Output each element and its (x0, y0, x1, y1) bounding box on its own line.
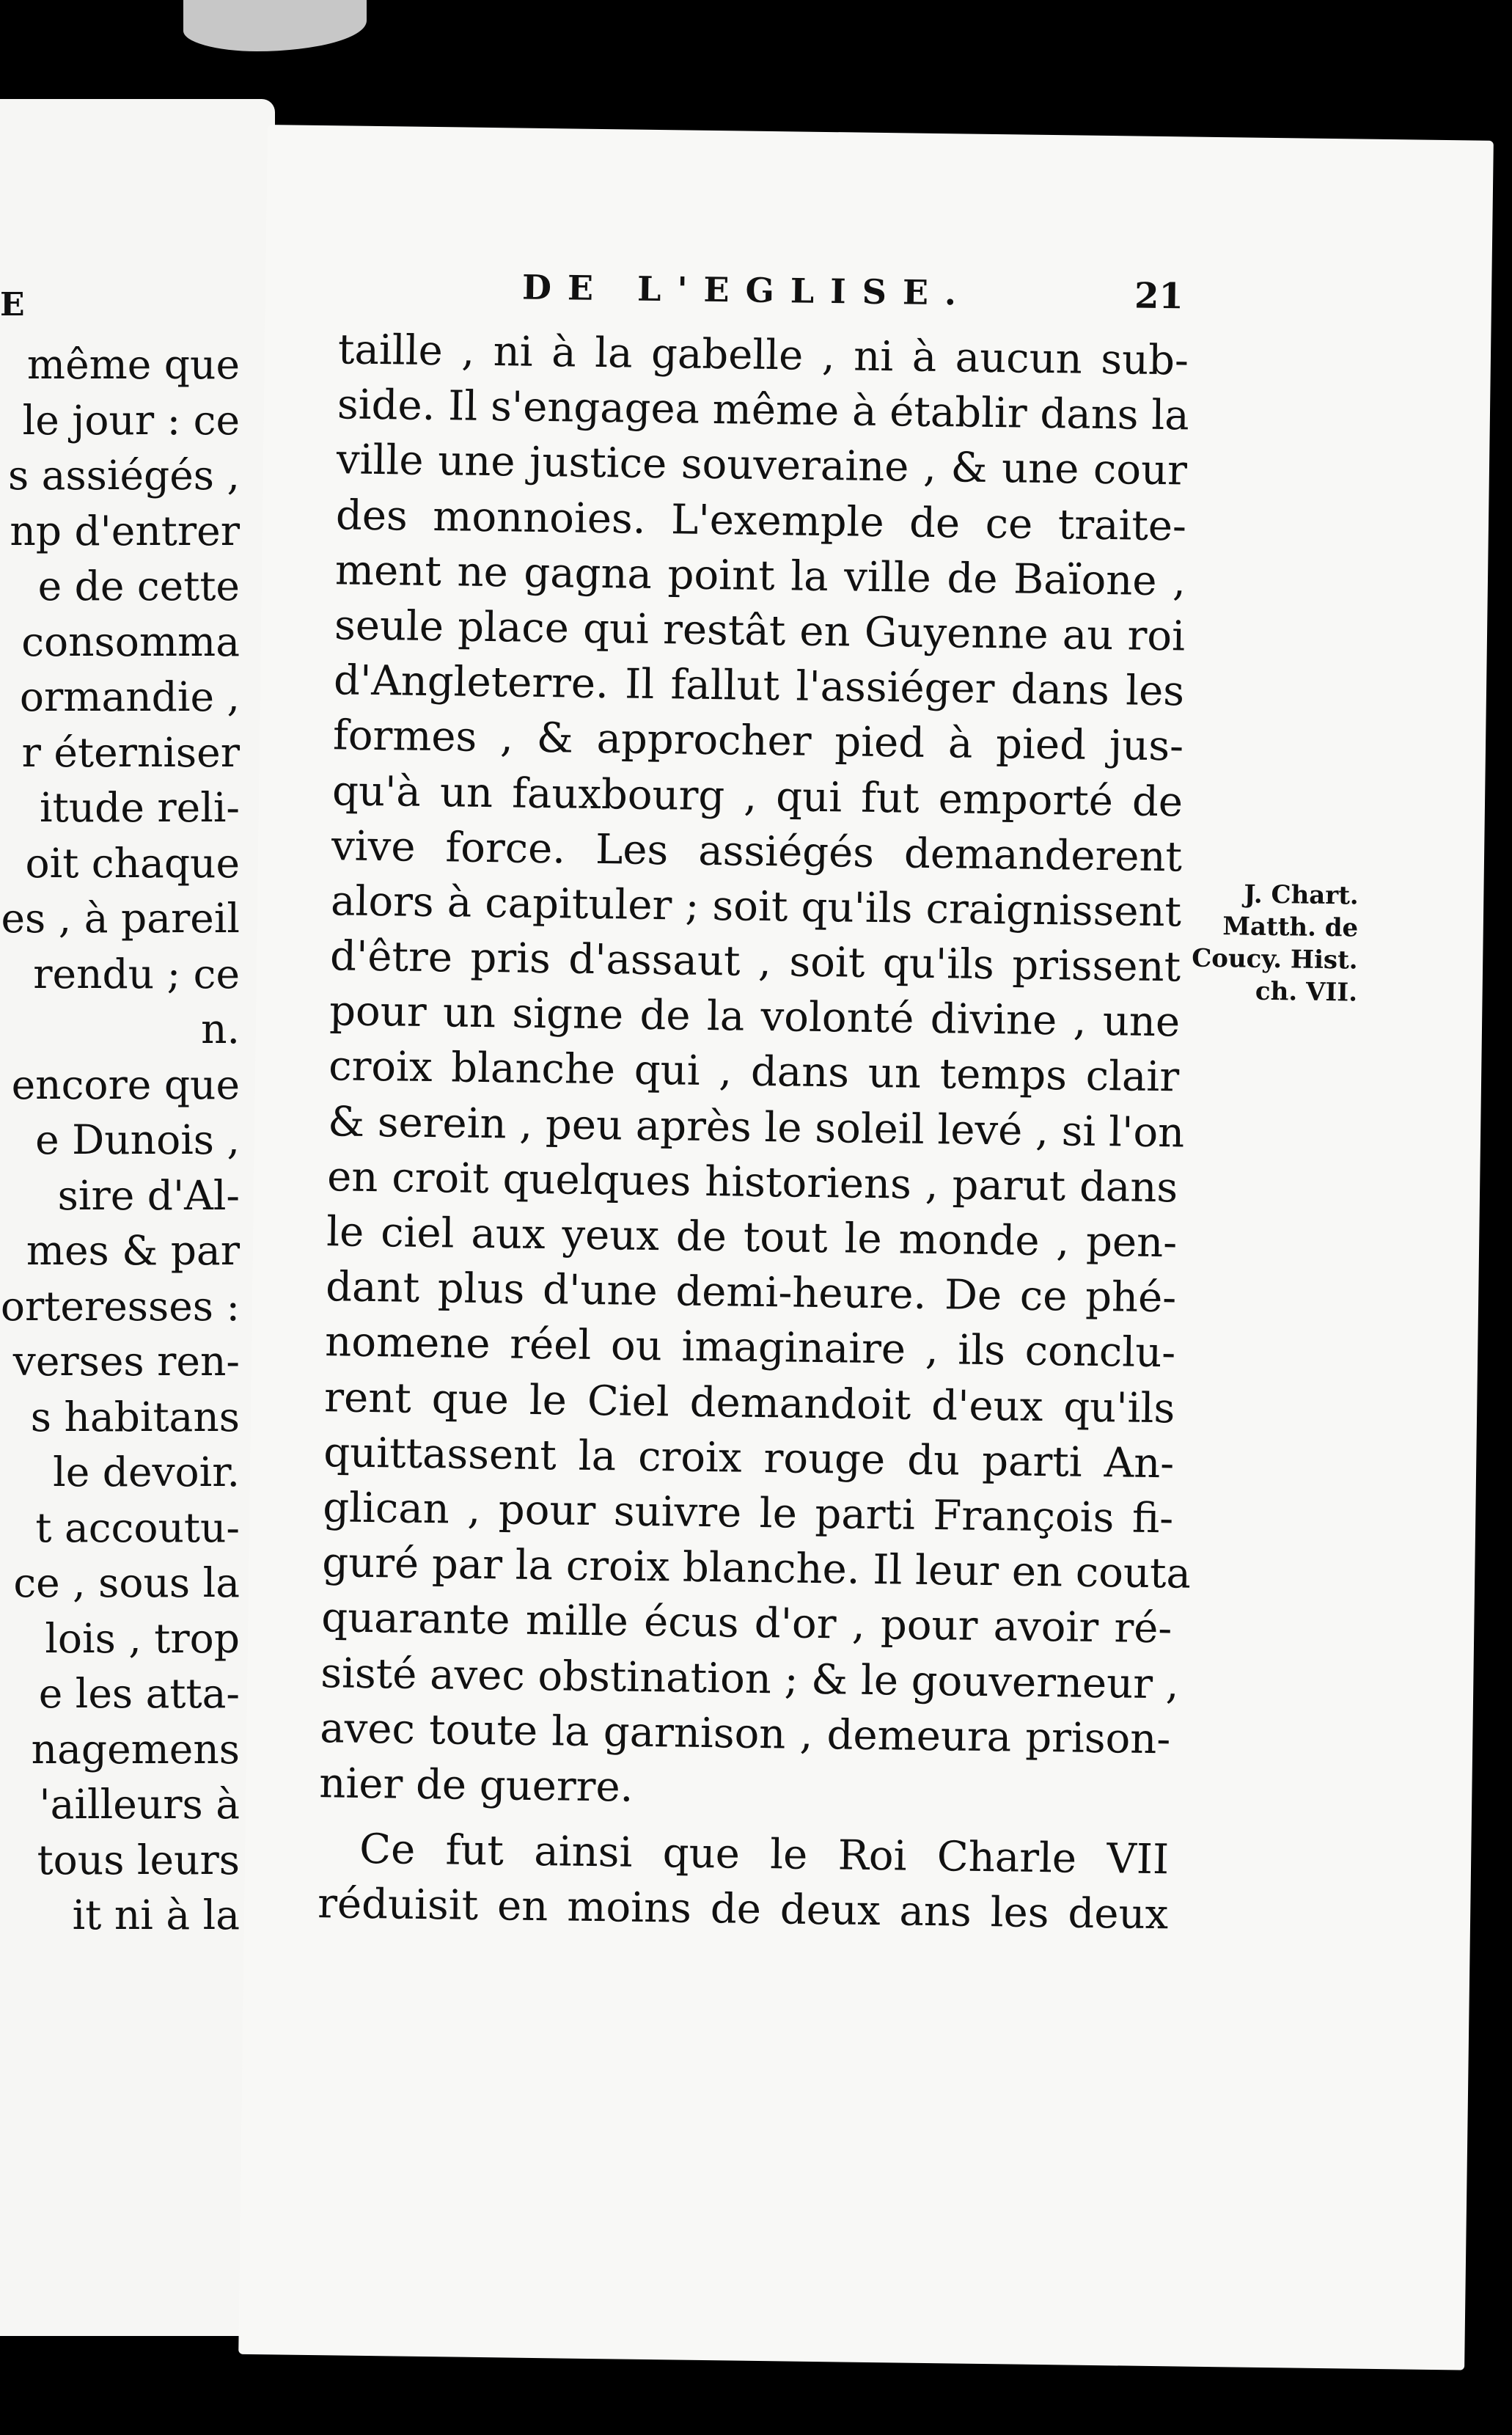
left-text-line: t accoutu- (35, 1504, 240, 1551)
left-page (0, 99, 275, 2336)
body-text-line: guré par la croix blanche. Il leur en couta (321, 1539, 1192, 1598)
body-text-line: seule place qui restât en Guyenne au roi (334, 601, 1186, 661)
body-text-line: d'Angleterre. Il fallut l'assiéger dans les (333, 656, 1185, 716)
running-head: DE L'EGLISE. (521, 267, 973, 313)
body-text (317, 322, 1192, 1942)
body-text-line: Ce fut ainsi que le Roi Charle VII (359, 1825, 1170, 1884)
left-text-line: tous leurs (37, 1836, 240, 1883)
marginal-note-line: J. Chart. (1244, 879, 1359, 911)
left-text-line: le jour : ce (22, 396, 240, 444)
paragraph-1 (318, 322, 1192, 1822)
marginal-note-line: Coucy. Hist. (1191, 943, 1358, 975)
marginal-note (1191, 878, 1359, 1009)
marginal-note-line: Matth. de (1222, 912, 1359, 943)
left-text-line: e de cette (37, 563, 240, 609)
body-text-line: en croit quelques historiens , parut dans (326, 1153, 1178, 1212)
left-text-line: es , à pareil (1, 895, 240, 942)
left-text-line: le devoir. (53, 1449, 240, 1495)
body-text-line: taille , ni à la gabelle , ni à aucun sub- (337, 326, 1189, 385)
left-text-line: 'ailleurs à (39, 1781, 240, 1828)
left-text-line: it ni à la (72, 1892, 240, 1938)
left-text-line: np d'entrer (10, 507, 240, 554)
left-text-line: itude reli- (40, 784, 240, 831)
left-text-line: orteresses : (0, 1282, 240, 1330)
left-text-line: s habitans (30, 1393, 240, 1440)
left-text-line: nagemens (31, 1725, 240, 1773)
body-text-line: alors à capituler ; soit qu'ils craignissent (330, 877, 1182, 937)
left-text-line: oit chaque (25, 839, 240, 887)
body-text-line: rent que le Ciel demandoit d'eux qu'ils (323, 1373, 1175, 1432)
left-text-line: encore que (11, 1061, 240, 1108)
left-text-line: rendu ; ce (33, 950, 240, 997)
body-text-line: réduisit en moins de deux ans les deux (317, 1880, 1169, 1939)
left-text-line: sire d'Al- (57, 1171, 240, 1219)
body-text-line: & serein , peu après le soleil levé , si l'on (327, 1097, 1185, 1157)
left-text-line: consomma (21, 618, 240, 665)
body-text-line: ment ne gagna point la ville de Baïone , (334, 546, 1186, 606)
left-text-line: r éterniser (21, 728, 240, 776)
body-text-line: pour un signe de la volonté divine , une (329, 987, 1181, 1047)
page-number: 21 (1134, 275, 1184, 318)
body-text-line: glican , pour suivre le parti François fi- (322, 1484, 1174, 1543)
body-text-line: d'être pris d'assaut , soit qu'ils prissent (329, 932, 1181, 992)
left-text-line: ormandie , (19, 673, 240, 720)
left-text-line: ce , sous la (13, 1559, 240, 1606)
body-text-line: le ciel aux yeux de tout le monde , pen- (326, 1208, 1178, 1267)
body-text-line: vive force. Les assiégés demanderent (331, 821, 1183, 882)
torn-paper-fragment (183, 0, 367, 51)
marginal-note-line: ch. VII. (1255, 976, 1358, 1008)
body-text-line: quittassent la croix rouge du parti An- (323, 1428, 1175, 1488)
left-text-line: lois , trop (45, 1614, 240, 1662)
body-text-line: avec toute la garnison , demeura prison- (319, 1704, 1171, 1763)
body-text-line: croix blanche qui , dans un temps clair (328, 1042, 1180, 1102)
left-text-line: mes & par (26, 1227, 240, 1274)
body-text-line: side. Il s'engagea même à établir dans la (337, 381, 1190, 440)
body-text-line: sisté avec obstination ; & le gouverneur , (320, 1649, 1180, 1708)
paragraph-2 (318, 1821, 1170, 1943)
left-text-line: même que (26, 341, 240, 388)
right-page (238, 125, 1494, 2370)
body-text-line: nomene réel ou imaginaire , ils conclu- (324, 1318, 1176, 1377)
left-text-line: n. (201, 1006, 240, 1052)
left-text-line: s assiégés , (7, 452, 240, 499)
body-text-line: quarante mille écus d'or , pour avoir ré- (320, 1594, 1172, 1653)
left-page-text (0, 337, 240, 1944)
body-text-line: nier de guerre. (318, 1759, 634, 1812)
left-running-head-fragment: E (0, 286, 25, 323)
body-text-line: formes , & approcher pied à pied jus- (332, 711, 1184, 771)
body-text-line: ville une justice souveraine , & une cour (336, 436, 1188, 495)
body-text-line: dant plus d'une demi-heure. De ce phé- (325, 1263, 1177, 1322)
left-text-line: verses ren- (12, 1338, 240, 1385)
left-text-line: e Dunois , (35, 1116, 240, 1163)
body-text-line: des monnoies. L'exemple de ce traite- (335, 491, 1187, 551)
body-text-line: qu'à un fauxbourg , qui fut emporté de (331, 766, 1183, 826)
left-text-line: e les atta- (38, 1670, 240, 1717)
